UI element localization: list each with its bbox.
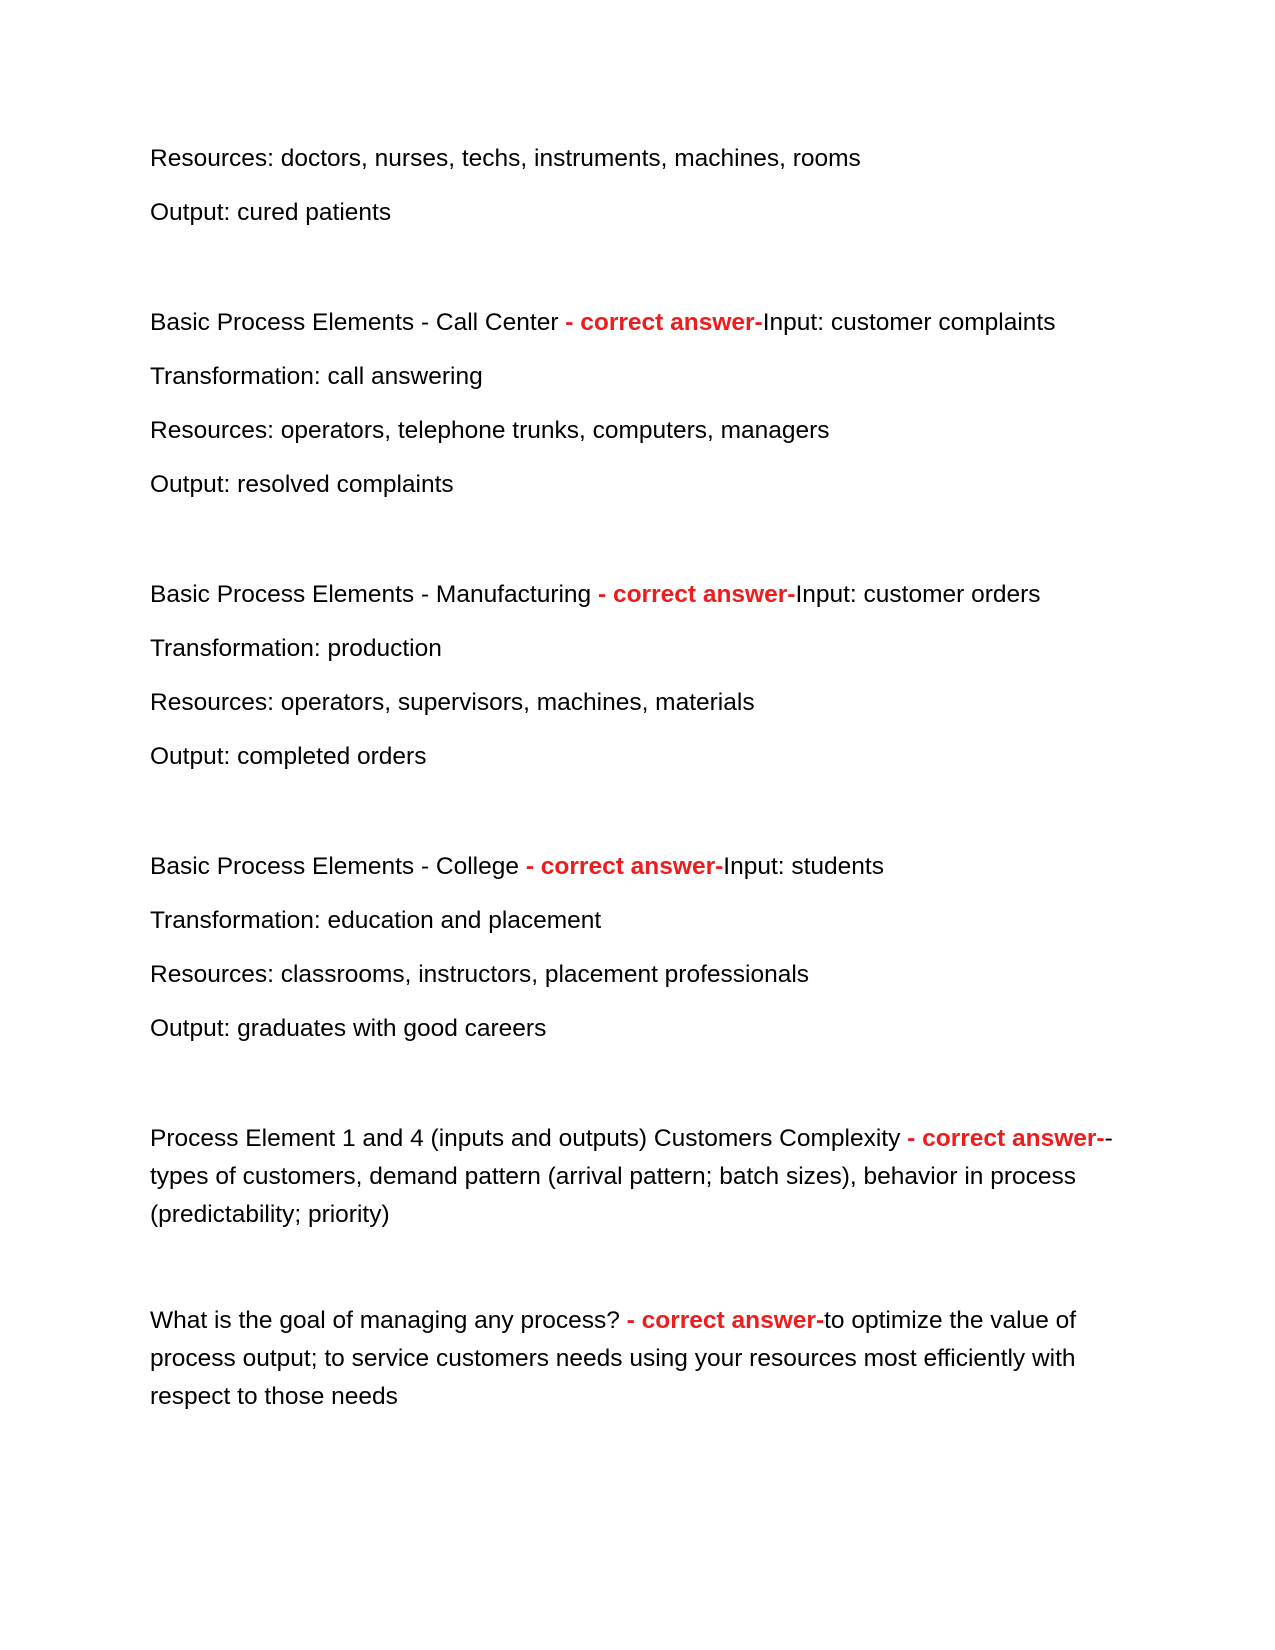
- manufacturing-resources: Resources: operators, supervisors, machines, materials: [150, 689, 755, 716]
- customers-complexity-question: Process Element 1 and 4 (inputs and outputs) Customers Complexity: [150, 1125, 908, 1152]
- correct-answer-marker: - correct answer-: [907, 1125, 1105, 1152]
- college-transformation: Transformation: education and placement: [150, 907, 602, 934]
- call-center-resources: Resources: operators, telephone trunks, computers, managers: [150, 417, 830, 444]
- hospital-resources: Resources: doctors, nurses, techs, instruments, machines, rooms: [150, 145, 861, 172]
- call-center-question: Basic Process Elements - Call Center: [150, 309, 566, 336]
- manufacturing-output: Output: completed orders: [150, 743, 427, 770]
- spacer: [150, 792, 1140, 848]
- spacer: [150, 520, 1140, 576]
- correct-answer-marker: - correct answer-: [565, 309, 763, 336]
- manufacturing-entry: [150, 576, 1140, 614]
- customers-complexity-answer: -types of customers, demand pattern (arrival pattern; batch sizes), behavior in process (predictability; priority): [150, 1125, 1113, 1228]
- manufacturing-transformation: Transformation: production: [150, 635, 442, 662]
- college-input: Input: students: [723, 853, 884, 880]
- customers-complexity-entry: [150, 1120, 1140, 1234]
- call-center-entry: [150, 304, 1140, 342]
- call-center-output: Output: resolved complaints: [150, 471, 454, 498]
- correct-answer-marker: - correct answer-: [525, 853, 724, 880]
- correct-answer-marker: - correct answer-: [598, 581, 796, 608]
- document-content: [150, 140, 1140, 1416]
- call-center-input: Input: customer complaints: [762, 309, 1056, 336]
- college-output: Output: graduates with good careers: [150, 1015, 547, 1042]
- spacer: [150, 1064, 1140, 1120]
- manufacturing-input: Input: customer orders: [795, 581, 1041, 608]
- call-center-transformation: Transformation: call answering: [150, 363, 483, 390]
- goal-question: What is the goal of managing any process?: [150, 1307, 627, 1334]
- spacer: [150, 248, 1140, 304]
- correct-answer-marker: - correct answer-: [626, 1307, 825, 1334]
- spacer: [150, 1234, 1140, 1302]
- hospital-output: Output: cured patients: [150, 199, 392, 226]
- goal-answer: to optimize the value of process output; to service customers needs using your resources most efficiently with respect to those needs: [150, 1307, 1077, 1410]
- college-question: Basic Process Elements - College: [150, 853, 526, 880]
- goal-entry: [150, 1302, 1140, 1416]
- manufacturing-question: Basic Process Elements - Manufacturing: [150, 581, 598, 608]
- college-resources: Resources: classrooms, instructors, placement professionals: [150, 961, 810, 988]
- college-entry: [150, 848, 1140, 886]
